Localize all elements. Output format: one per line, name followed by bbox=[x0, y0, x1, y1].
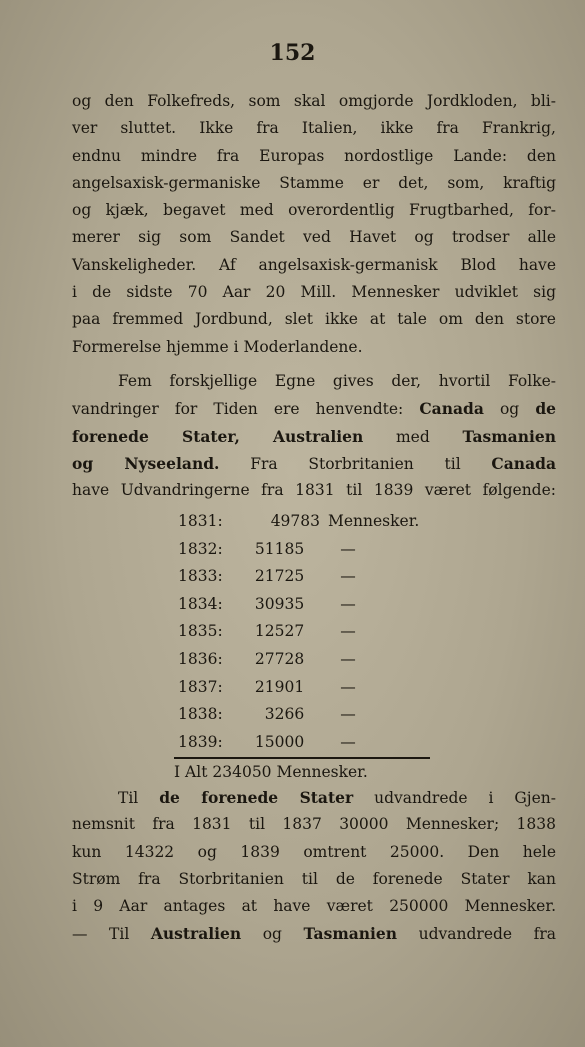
year-cell: 1831: bbox=[178, 512, 223, 530]
paragraph-3 bbox=[72, 784, 556, 948]
text-line: ver sluttet. Ikke fra Italien, ikke fra Frankrig, bbox=[72, 119, 556, 138]
text-line: have Udvandringerne fra 1831 til 1839 været følgende: bbox=[72, 481, 556, 500]
table-row bbox=[178, 674, 438, 702]
count-cell: 21725 bbox=[254, 567, 305, 586]
text-run: udvandrede i Gjen- bbox=[353, 789, 556, 807]
count-cell: 30935 bbox=[254, 594, 305, 613]
count-cell: 15000 bbox=[254, 732, 305, 751]
year-cell: 1839: bbox=[178, 732, 223, 751]
emphasized-place: Canada bbox=[491, 453, 556, 473]
text-line: og kjæk, begavet med overordentlig Frugtbarhed, for- bbox=[72, 201, 556, 220]
text-line: i 9 Aar antages at have været 250000 Mennesker. bbox=[72, 897, 556, 916]
ditto-dash: — bbox=[340, 594, 356, 613]
emphasized-place: de bbox=[535, 399, 557, 419]
text-run: vandringer for Tiden ere henvendte: bbox=[72, 400, 420, 419]
count-cell: 27728 bbox=[254, 649, 305, 668]
text-line: Vanskeligheder. Af angelsaxisk-germanisk Blod have bbox=[72, 255, 556, 274]
table-total-row bbox=[174, 759, 368, 785]
text-line: Strøm fra Storbritanien til de forenede Stater kan bbox=[72, 869, 556, 888]
count-cell: 51185 bbox=[254, 539, 305, 558]
count-cell: 21901 bbox=[254, 677, 305, 696]
text-run: udvandrede fra bbox=[397, 925, 557, 944]
text-run: Fra Storbritanien til bbox=[219, 454, 492, 473]
ditto-dash: — bbox=[340, 622, 356, 641]
text-run: Til bbox=[118, 789, 160, 807]
text-run: og bbox=[483, 400, 536, 419]
table-row bbox=[178, 729, 438, 757]
year-cell: 1833: bbox=[178, 567, 223, 586]
year-cell: 1834: bbox=[178, 594, 223, 613]
total-unit: Mennesker. bbox=[276, 763, 368, 781]
count-cell: 12527 bbox=[254, 622, 305, 641]
emphasized-place: og Nyseeland. bbox=[72, 453, 220, 473]
year-cell: 1836: bbox=[178, 649, 223, 668]
emphasized-place: forenede Stater, Australien bbox=[72, 426, 364, 446]
ditto-dash: — bbox=[340, 539, 356, 558]
text-line bbox=[72, 920, 556, 947]
text-line: endnu mindre fra Europas nordostlige Lande: den bbox=[72, 146, 556, 165]
year-cell: 1838: bbox=[178, 705, 223, 724]
paragraph-1 bbox=[72, 88, 556, 361]
unit-cell: Mennesker. bbox=[328, 512, 420, 530]
text-run: med bbox=[363, 427, 463, 446]
emphasized-place: de forenede Stater bbox=[159, 788, 354, 807]
table-row bbox=[178, 591, 438, 619]
paragraph-2 bbox=[72, 368, 556, 504]
page-number: 152 bbox=[269, 40, 316, 66]
table-row bbox=[178, 563, 438, 591]
table-row bbox=[178, 508, 438, 536]
table-row bbox=[178, 618, 438, 646]
text-line: paa fremmed Jordbund, slet ikke at tale om den store bbox=[72, 310, 556, 329]
text-line: nemsnit fra 1831 til 1837 30000 Mennesker; 1838 bbox=[72, 815, 556, 834]
year-cell: 1837: bbox=[178, 677, 223, 696]
emphasized-place: Australien bbox=[150, 924, 242, 944]
text-line: i de sidste 70 Aar 20 Mill. Mennesker udviklet sig bbox=[72, 283, 556, 302]
table-row bbox=[178, 536, 438, 564]
text-line: angelsaxisk-germaniske Stamme er det, som, kraftig bbox=[72, 173, 556, 192]
ditto-dash: — bbox=[340, 567, 356, 586]
ditto-dash: — bbox=[340, 677, 356, 696]
emphasized-place: Canada bbox=[419, 399, 484, 419]
year-cell: 1835: bbox=[178, 622, 223, 641]
text-line bbox=[72, 450, 556, 477]
emphasized-place: Tasmanien bbox=[303, 924, 398, 944]
text-line bbox=[72, 423, 556, 450]
text-line: og den Folkefreds, som skal omgjorde Jordkloden, bli- bbox=[72, 92, 556, 110]
text-line bbox=[72, 395, 556, 422]
table-row bbox=[178, 646, 438, 674]
total-label: I Alt bbox=[174, 763, 208, 781]
text-line: kun 14322 og 1839 omtrent 25000. Den hele bbox=[72, 842, 556, 861]
total-value: 234050 bbox=[212, 763, 272, 781]
text-line: Formerelse hjemme i Moderlandene. bbox=[72, 337, 363, 356]
table-row bbox=[178, 701, 438, 729]
text-line: Fem forskjellige Egne gives der, hvortil Folke- bbox=[118, 372, 556, 390]
year-cell: 1832: bbox=[178, 539, 223, 558]
ditto-dash: — bbox=[340, 705, 356, 724]
text-run: og bbox=[241, 925, 304, 944]
text-line bbox=[72, 784, 556, 811]
count-cell: 49783 bbox=[270, 512, 320, 530]
ditto-dash: — bbox=[340, 649, 356, 668]
emigration-table bbox=[178, 508, 438, 756]
text-run: — Til bbox=[72, 925, 151, 944]
emphasized-place: Tasmanien bbox=[462, 426, 556, 446]
ditto-dash: — bbox=[340, 732, 356, 751]
count-cell: 3266 bbox=[264, 705, 305, 724]
text-line: merer sig som Sandet ved Havet og trodser alle bbox=[72, 228, 556, 247]
